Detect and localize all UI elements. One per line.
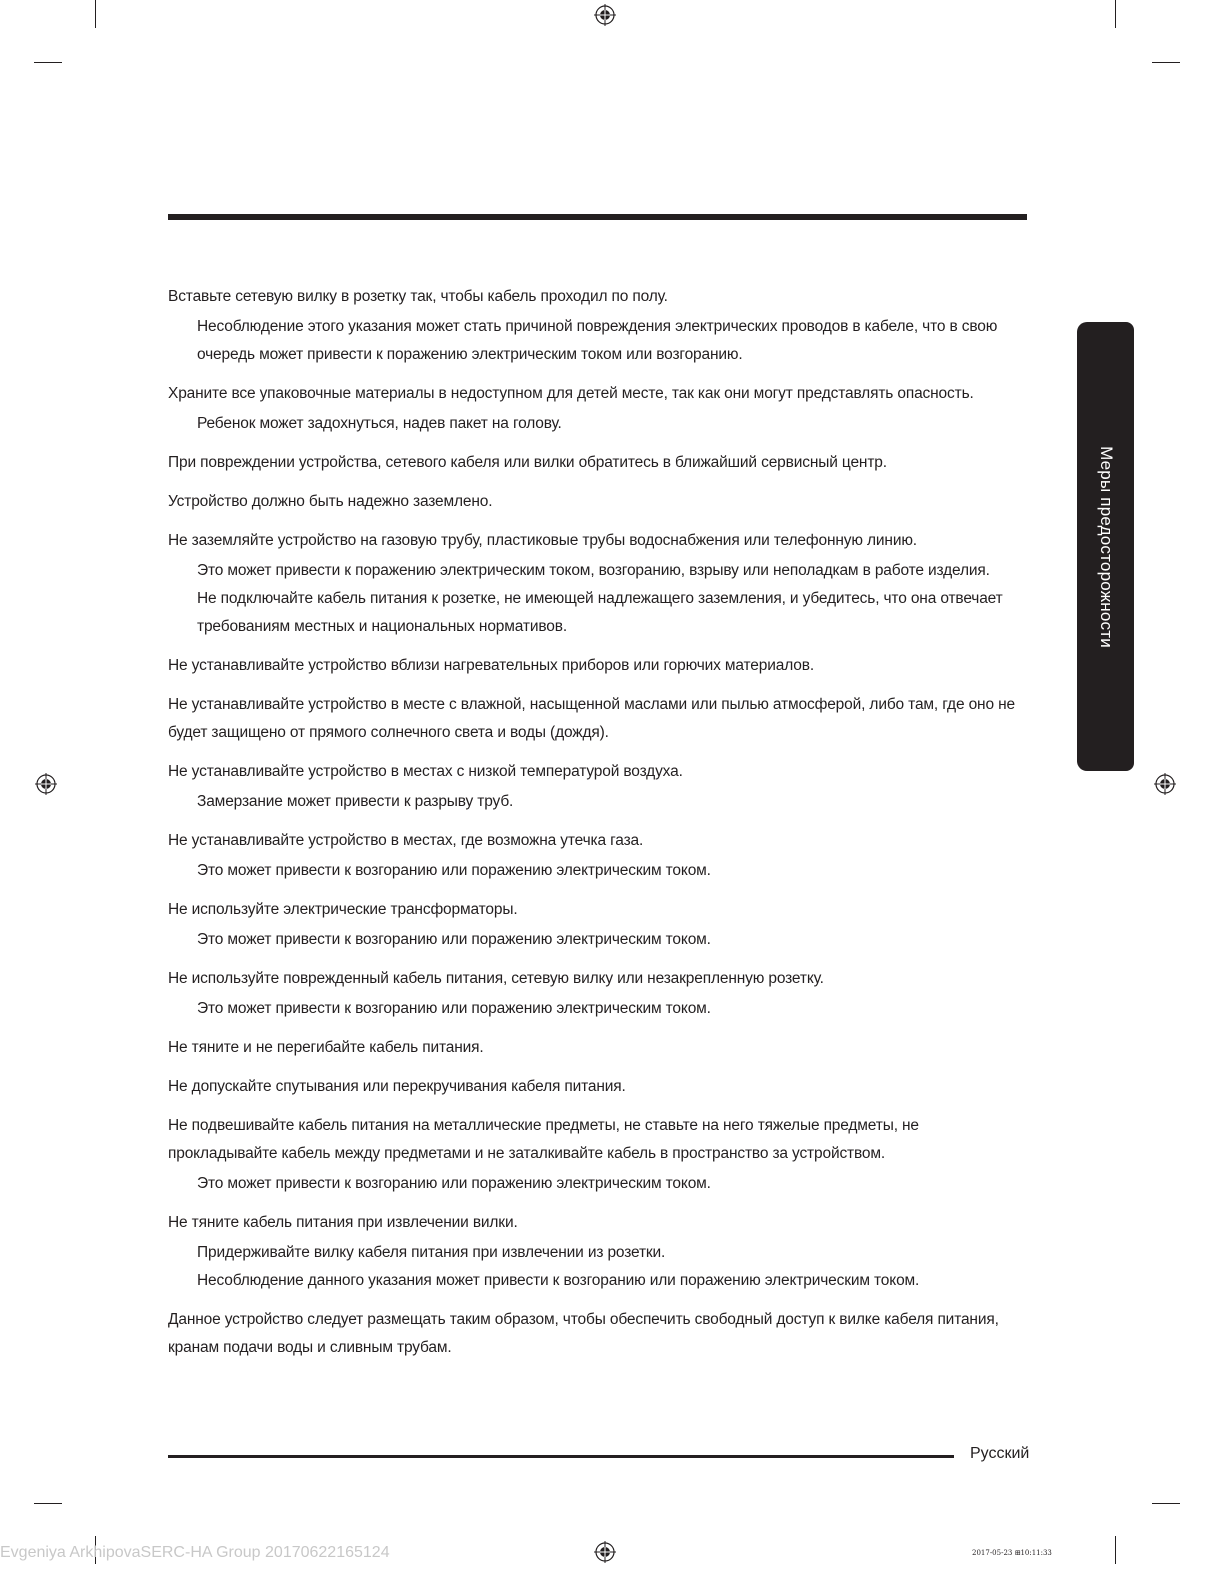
print-slug-timestamp: 2017-05-23 ⊞10:11:33 (972, 1549, 1052, 1557)
safety-item (168, 1112, 1028, 1198)
crop-mark (95, 0, 96, 28)
safety-item (168, 1034, 1028, 1062)
safety-item-note: Придерживайте вилку кабеля питания при извлечении из розетки. (197, 1244, 666, 1261)
crop-mark (34, 62, 62, 63)
safety-item-note: Это может привести к возгоранию или поражению электрическим током. (197, 931, 711, 948)
safety-item-note: Несоблюдение этого указания может стать причиной повреждения электрических проводов в кабеле, что в свою очередь может привести к поражению электрическим током или возгоранию. (197, 318, 998, 363)
header-rule (168, 214, 1027, 220)
safety-item-text: Храните все упаковочные материалы в недоступном для детей месте, так как они могут представлять опасность. (168, 385, 974, 402)
safety-item-note: Ребенок может задохнуться, надев пакет на голову. (197, 415, 562, 432)
safety-item-text: Вставьте сетевую вилку в розетку так, чтобы кабель проходил по полу. (168, 288, 668, 305)
crop-mark (1115, 0, 1116, 28)
safety-item-text: Не заземляйте устройство на газовую трубу, пластиковые трубы водоснабжения или телефонную линию. (168, 532, 917, 549)
safety-item (168, 1073, 1028, 1101)
safety-item (168, 283, 1028, 369)
safety-item-text: Не тяните кабель питания при извлечении вилки. (168, 1214, 518, 1231)
safety-item-note: Это может привести к возгоранию или поражению электрическим током. (197, 1000, 711, 1017)
safety-item-text: Устройство должно быть надежно заземлено. (168, 493, 493, 510)
safety-item (168, 827, 1028, 885)
safety-item-note: Не подключайте кабель питания к розетке, не имеющей надлежащего заземления, и убедитесь, что она отвечает требованиям местных и национальных нормативов. (197, 590, 1003, 635)
safety-item-text: Не устанавливайте устройство в местах с низкой температурой воздуха. (168, 763, 683, 780)
crop-mark (34, 1503, 62, 1504)
footer-rule (168, 1455, 954, 1458)
safety-item-note: Это может привести к возгоранию или поражению электрическим током. (197, 1175, 711, 1192)
safety-item-text: Данное устройство следует размещать таким образом, чтобы обеспечить свободный доступ к вилке кабеля питания, кранам подачи воды и сливным трубам. (168, 1311, 999, 1356)
safety-instructions-list (168, 283, 1028, 1373)
safety-item-note: Замерзание может привести к разрыву труб. (197, 793, 514, 810)
safety-item-text: Не используйте поврежденный кабель питания, сетевую вилку или незакрепленную розетку. (168, 970, 824, 987)
safety-item (168, 380, 1028, 438)
safety-item-text: При повреждении устройства, сетевого кабеля или вилки обратитесь в ближайший сервисный центр. (168, 454, 887, 471)
section-side-tab (1077, 322, 1134, 771)
registration-mark-icon (594, 4, 616, 26)
crop-mark (1115, 1536, 1116, 1564)
registration-mark-icon (1154, 773, 1176, 795)
registration-mark-icon (35, 773, 57, 795)
safety-item-note: Это может привести к возгоранию или поражению электрическим током. (197, 862, 711, 879)
safety-item (168, 896, 1028, 954)
safety-item-text: Не устанавливайте устройство в местах, где возможна утечка газа. (168, 832, 644, 849)
safety-item-text: Не используйте электрические трансформаторы. (168, 901, 518, 918)
registration-mark-icon (594, 1541, 616, 1563)
safety-item-text: Не подвешивайте кабель питания на металлические предметы, не ставьте на него тяжелые предметы, не прокладывайте кабель между предметами и не заталкивайте кабель в пространство за устройством. (168, 1117, 919, 1162)
safety-item (168, 449, 1028, 477)
section-side-tab-label: Меры предосторожности (1096, 445, 1116, 648)
safety-item-note: Это может привести к поражению электрическим током, возгоранию, взрыву или неполадкам в работе изделия. (197, 562, 990, 579)
safety-item (168, 965, 1028, 1023)
safety-item-text: Не устанавливайте устройство в месте с влажной, насыщенной маслами или пылью атмосферой, либо там, где оно не будет защищено от прямого солнечного света и воды (дождя). (168, 696, 1015, 741)
safety-item (168, 1209, 1028, 1295)
safety-item-text: Не устанавливайте устройство вблизи нагревательных приборов или горючих материалов. (168, 657, 814, 674)
safety-item (168, 1306, 1028, 1362)
safety-item (168, 488, 1028, 516)
print-slug-operator: Evgeniya ArkhipovaSERC-HA Group 20170622165124 (0, 1544, 390, 1561)
crop-mark (1152, 62, 1180, 63)
safety-item-note: Несоблюдение данного указания может привести к возгоранию или поражению электрическим током. (197, 1272, 920, 1289)
safety-item (168, 758, 1028, 816)
footer-language: Русский (970, 1445, 1030, 1462)
safety-item-text: Не тяните и не перегибайте кабель питания. (168, 1039, 484, 1056)
safety-item (168, 652, 1028, 680)
safety-item-text: Не допускайте спутывания или перекручивания кабеля питания. (168, 1078, 626, 1095)
safety-item (168, 527, 1028, 641)
safety-item (168, 691, 1028, 747)
crop-mark (1152, 1503, 1180, 1504)
